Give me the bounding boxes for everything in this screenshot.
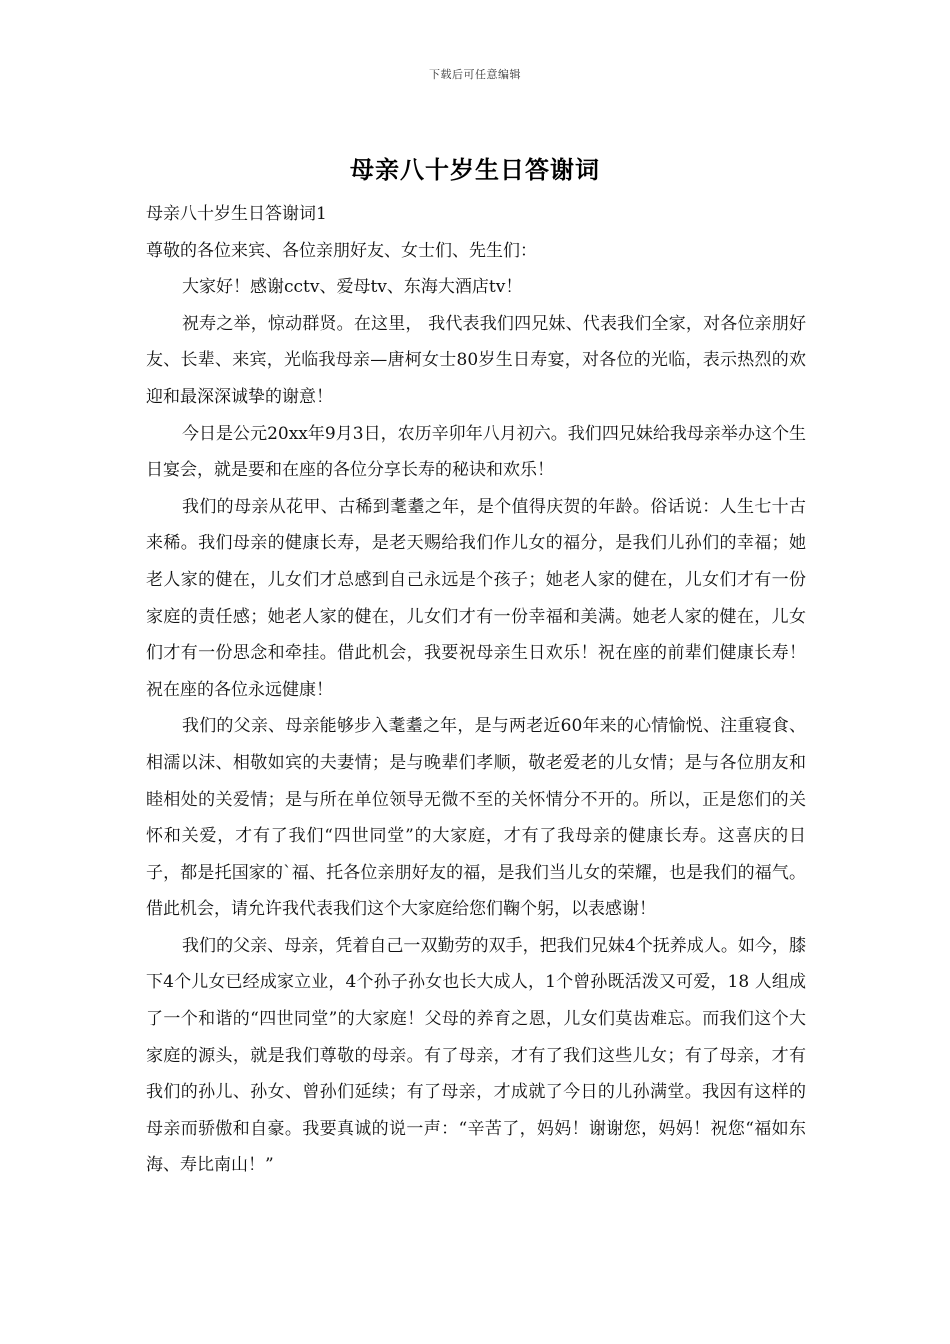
salutation: 尊敬的各位来宾、各位亲朋好友、女士们、先生们： bbox=[146, 240, 537, 261]
paragraph-3: 今日是公元20xx年9月3日，农历辛卯年八月初六。我们四兄妹给我母亲举办这个生日宴会，就是要和在座的各位分享长寿的秘诀和欢乐！ bbox=[146, 423, 806, 481]
paragraph-6: 我们的父亲、母亲，凭着自己一双勤劳的双手，把我们兄妹4个抚养成人。如今，膝下4个儿女已经成家立业，4个孙子孙女也长大成人，1个曾孙既活泼又可爱，18 人组成了一个和谐的“四世同堂”的大家庭！父母的养育之恩，儿女们莫齿难忘。而我们这个大家庭的源头，就是我们尊敬的母亲。有了母亲，才有了我们这些儿女；有了母亲，才有我们的孙儿、孙女、曾孙们延续；有了母亲，才成就了今日的儿孙满堂。我因有这样的母亲而骄傲和自豪。我要真诚的说一声：“辛苦了，妈妈！谢谢您，妈妈！祝您“福如东海、寿比南山！” bbox=[146, 935, 806, 1176]
document-title: 母亲八十岁生日答谢词 bbox=[350, 155, 600, 184]
paragraph-2: 祝寿之举，惊动群贤。在这里， 我代表我们四兄妹、代表我们全家，对各位亲朋好友、长辈、来宾，光临我母亲—唐柯女士80岁生日寿宴，对各位的光临，表示热烈的欢迎和最深深诚挚的谢意！ bbox=[146, 313, 806, 407]
document-body bbox=[146, 196, 806, 1184]
paragraph-4: 我们的母亲从花甲、古稀到耄耋之年，是个值得庆贺的年龄。俗话说：人生七十古来稀。我们母亲的健康长寿，是老天赐给我们作儿女的福分，是我们儿孙们的幸福；她老人家的健在，儿女们才总感到自己永远是个孩子；她老人家的健在，儿女们才有一份家庭的责任感；她老人家的健在，儿女们才有一份幸福和美满。她老人家的健在，儿女们才有一份思念和牵挂。借此机会，我要祝母亲生日欢乐！祝在座的前辈们健康长寿！祝在座的各位永远健康！ bbox=[146, 496, 806, 700]
document-subtitle: 母亲八十岁生日答谢词1 bbox=[146, 204, 327, 224]
page-header-note: 下载后可任意编辑 bbox=[429, 68, 521, 81]
paragraph-5: 我们的父亲、母亲能够步入耄耋之年，是与两老近60年来的心情愉悦、注重寝食、相濡以沫、相敬如宾的夫妻情；是与晚辈们孝顺，敬老爱老的儿女情；是与各位朋友和睦相处的关爱情；是与所在单位领导无微不至的关怀情分不开的。所以，正是您们的关怀和关爱，才有了我们“四世同堂”的大家庭，才有了我母亲的健康长寿。这喜庆的日子，都是托国家的`福、托各位亲朋好友的福，是我们当儿女的荣耀，也是我们的福气。借此机会，请允许我代表我们这个大家庭给您们鞠个躬，以表感谢！ bbox=[146, 716, 806, 920]
paragraph-1: 大家好！感谢cctv、爱母tv、东海大酒店tv！ bbox=[182, 277, 523, 298]
